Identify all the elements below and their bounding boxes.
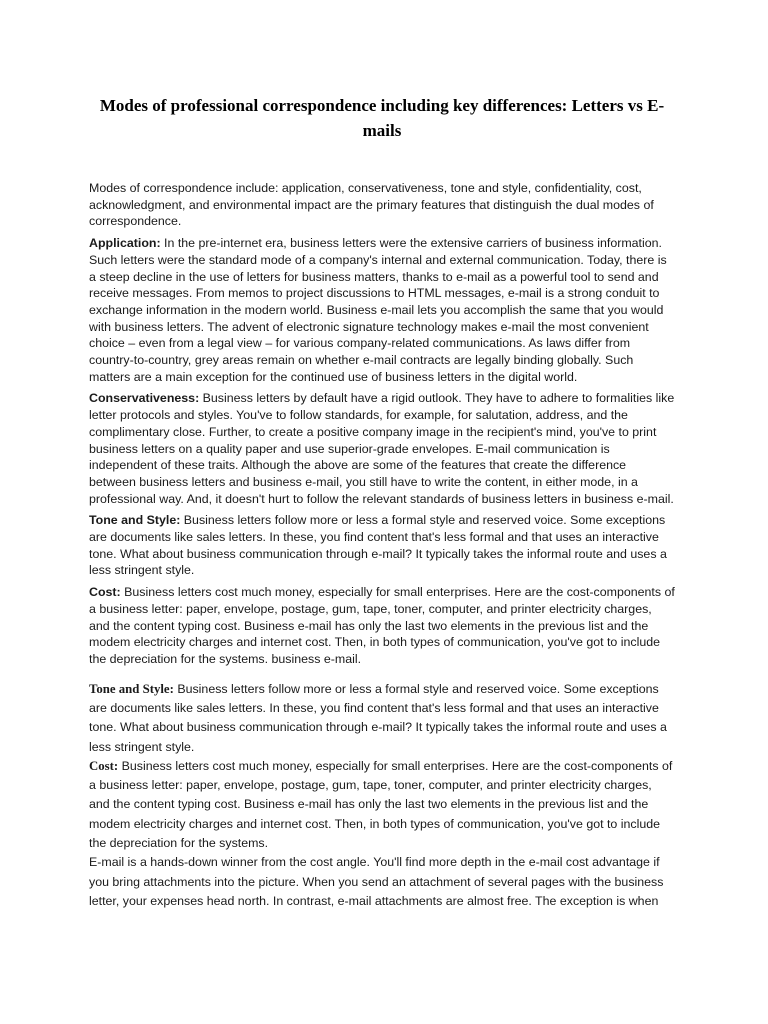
paragraph-tone-style: [89, 512, 675, 579]
paragraph-lead: Tone and Style:: [89, 513, 181, 528]
paragraph-lead: Application:: [89, 236, 161, 251]
paragraph-application: [89, 235, 675, 385]
document-title: Modes of professional correspondence including key differences: Letters vs E-mails: [99, 96, 665, 140]
paragraph-body: Business letters follow more or less a formal style and reserved voice. Some exceptions are documents like sales letters. In these, you find content that's less formal and that uses an interactive tone. What about business communication through e-mail? It typically takes the informal route and uses a less stringent style.: [89, 681, 667, 754]
paragraph-intro: [89, 180, 675, 230]
paragraph-body: Modes of correspondence include: application, conservativeness, tone and style, confidentiality, cost, acknowledgment, and environmental impact are the primary features that distinguish the dual modes of correspondence.: [89, 181, 654, 229]
paragraph-body: Business letters cost much money, especially for small enterprises. Here are the cost-components of a business letter: paper, envelope, postage, gum, tape, toner, computer, and printer electricity charges, and the content typing cost. Business e-mail has only the last two elements in the previous list and the modem electricity charges and internet cost. Then, in both types of communication, you've got to include the depreciation for the systems.: [89, 758, 673, 851]
paragraph-conservativeness: [89, 390, 675, 507]
paragraph-lead: Conservativeness:: [89, 391, 200, 406]
paragraph-cost: [89, 584, 675, 668]
paragraph-body: E-mail is a hands-down winner from the cost angle. You'll find more depth in the e-mail cost advantage if you bring attachments into the picture. When you send an attachment of several pages with the business letter, your expenses head north. In contrast, e-mail attachments are almost free. The exception is when: [89, 855, 664, 908]
document-content: [89, 93, 675, 911]
paragraph-lead: Cost:: [89, 758, 119, 773]
paragraph-body: Business letters cost much money, especially for small enterprises. Here are the cost-components of a business letter: paper, envelope, postage, gum, tape, toner, computer, and printer electricity charges, and the content typing cost. Business e-mail has only the last two elements in the previous list and the modem electricity charges and internet cost. Then, in both types of communication, you've got to include the depreciation for the systems. business e-mail.: [89, 585, 675, 666]
paragraph-tone-style-2: [89, 680, 675, 757]
paragraph-body: Business letters follow more or less a formal style and reserved voice. Some exceptions are documents like sales letters. In these, you find content that's less formal and that uses an interactive tone. What about business communication through e-mail? It typically takes the informal route and uses a less stringent style.: [89, 513, 667, 578]
paragraph-body: In the pre-internet era, business letters were the extensive carriers of business information. Such letters were the standard mode of a company's internal and external communication. Today, there is a steep decline in the use of letters for business matters, thanks to e-mail as a powerful tool to send and receive messages. From memos to project discussions to HTML messages, e-mail is a strong conduit to exchange information in the modern world. Business e-mail lets you accomplish the same that you would with business letters. The advent of electronic signature technology makes e-mail the most convenient choice – even from a legal view – for various company-related communications. As laws differ from country-to-country, grey areas remain on whether e-mail contracts are legally binding globally. Such matters are a main exception for the continued use of business letters in the digital world.: [89, 236, 667, 384]
paragraph-email-cost-conclusion: [89, 853, 675, 911]
paragraph-body: Business letters by default have a rigid outlook. They have to adhere to formalities like letter protocols and styles. You've to follow standards, for example, for salutation, address, and the complimentary close. Further, to create a positive company image in the recipient's mind, you've to print business letters on a quality paper and use superior-grade envelopes. E-mail communication is independent of these traits. Although the above are some of the features that create the difference between business letters and business e-mail, you still have to write the content, in either mode, in a professional way. And, it doesn't hurt to follow the relevant standards of business letters in business e-mail.: [89, 391, 675, 506]
paragraph-cost-2: [89, 757, 675, 853]
paragraph-lead: Tone and Style:: [89, 681, 174, 696]
paragraph-lead: Cost:: [89, 585, 121, 600]
